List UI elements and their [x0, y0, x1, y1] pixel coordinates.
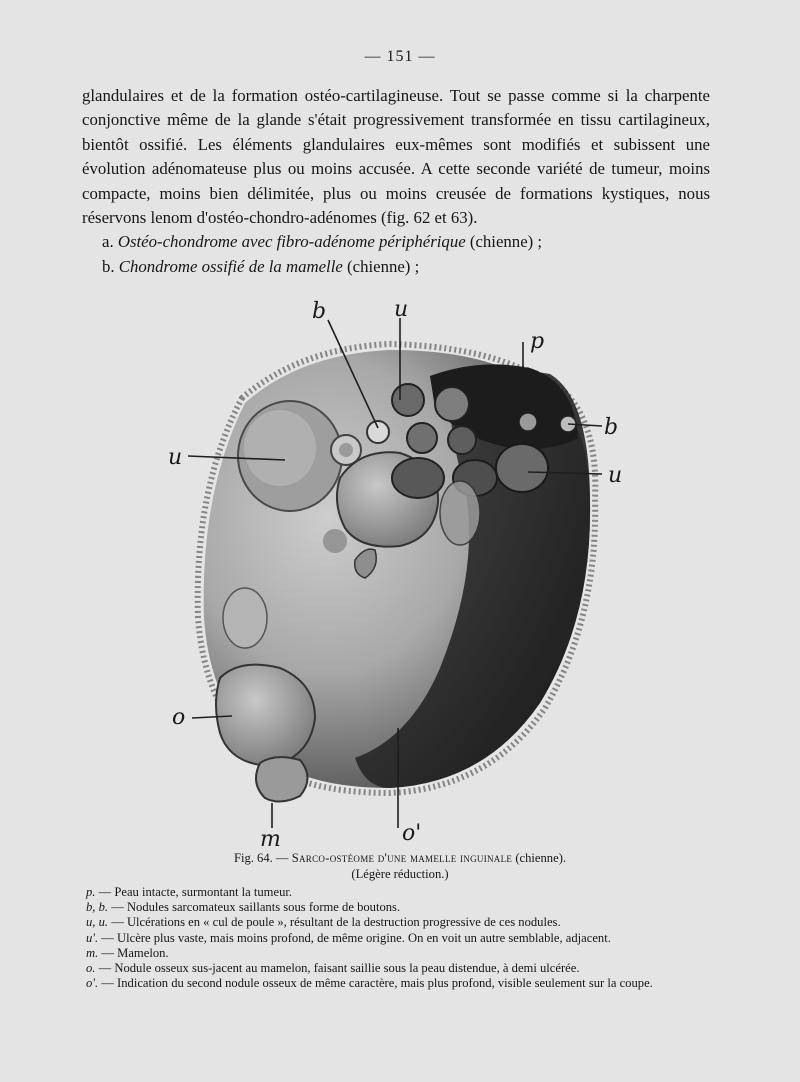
caption-fig-number: Fig. 64. —: [233, 851, 289, 865]
legend-key: b, b.: [86, 900, 109, 915]
label-m: m: [260, 827, 281, 848]
legend-row: [86, 961, 716, 976]
legend-row: [86, 931, 716, 946]
caption-title: Sarco-ostéome d'une mamelle inguinale: [291, 851, 513, 865]
legend-key: m.: [86, 945, 99, 960]
figure-legend: [86, 885, 716, 991]
legend-text: — Ulcérations en « cul de poule », résultant de la destruction progressive de ces nodules.: [111, 915, 561, 930]
label-p: p: [530, 329, 545, 354]
figure-64: [150, 288, 650, 848]
page-number: — 151 —: [364, 48, 436, 65]
legend-key: p.: [86, 885, 96, 899]
label-b-top: b: [312, 299, 327, 324]
legend-row: [86, 946, 716, 961]
legend-key: u, u.: [86, 915, 109, 930]
list-title-a: Ostéo-chondrome avec fibro-adénome périphérique: [117, 232, 466, 252]
body-text: [82, 84, 710, 279]
legend-row: [86, 885, 716, 900]
legend-text: — Peau intacte, surmontant la tumeur.: [98, 885, 293, 899]
label-u-right: u: [608, 463, 623, 488]
label-b-right: b: [604, 415, 619, 440]
label-u-top: u: [394, 297, 409, 322]
nipple-m: [256, 757, 308, 801]
label-o: o: [172, 705, 186, 730]
body-paragraph: glandulaires et de la formation ostéo-cartilagineuse. Tout se passe comme si la charpente conjonctive même de la glande s'était progressivement transformée en tissu cartilagineux, bientôt ossifié. Les éléments glandulaires eux-mêmes sont modifiés et subissent une évolution adénomateuse plus ou moins accusée. A cette seconde variété de tumeur, moins compacte, moins bien délimitée, plus ou moins creusée de formations kystiques, nous réservons lenom d'ostéo-chondro-adénomes (fig. 62 et 63).: [82, 86, 710, 228]
list-marker-b: b.: [102, 256, 115, 276]
list-title-b: Chondrome ossifié de la mamelle: [118, 256, 343, 276]
list-item-a: [82, 230, 710, 254]
list-marker-a: a.: [102, 232, 114, 252]
list-rest-a: (chienne) ;: [469, 232, 543, 252]
legend-text: — Indication du second nodule osseux de même caractère, mais plus profond, visible seulement sur la coupe.: [101, 976, 653, 991]
list-rest-b: (chienne) ;: [347, 256, 420, 276]
legend-key: o.: [86, 961, 96, 976]
legend-row: [86, 976, 716, 991]
legend-text: — Nodules sarcomateux saillants sous forme de boutons.: [111, 900, 401, 915]
caption-title-line: [0, 850, 800, 866]
ulcer-u-top: [392, 384, 424, 416]
caption-host: (chienne).: [515, 851, 567, 865]
figure-caption: [0, 850, 800, 882]
legend-key: u'.: [86, 930, 99, 945]
legend-key: o'.: [86, 976, 99, 991]
legend-text: — Nodule osseux sus-jacent au mamelon, faisant saillie sous la peau distendue, à demi ulcérée.: [98, 961, 580, 976]
nodule-b-top: [367, 421, 389, 443]
tumor-illustration: [150, 288, 650, 848]
legend-text: — Ulcère plus vaste, mais moins profond, de même origine. On en voit un autre semblable, adjacent.: [101, 930, 611, 945]
legend-row: [86, 900, 716, 915]
label-o-prime: o': [402, 821, 422, 846]
legend-text: — Mamelon.: [101, 945, 169, 960]
label-u-left: u: [168, 445, 183, 470]
ulcer-u-right: [496, 444, 548, 492]
legend-row: [86, 915, 716, 930]
caption-note: (Légère réduction.): [351, 867, 449, 881]
list-item-b: [82, 255, 710, 279]
